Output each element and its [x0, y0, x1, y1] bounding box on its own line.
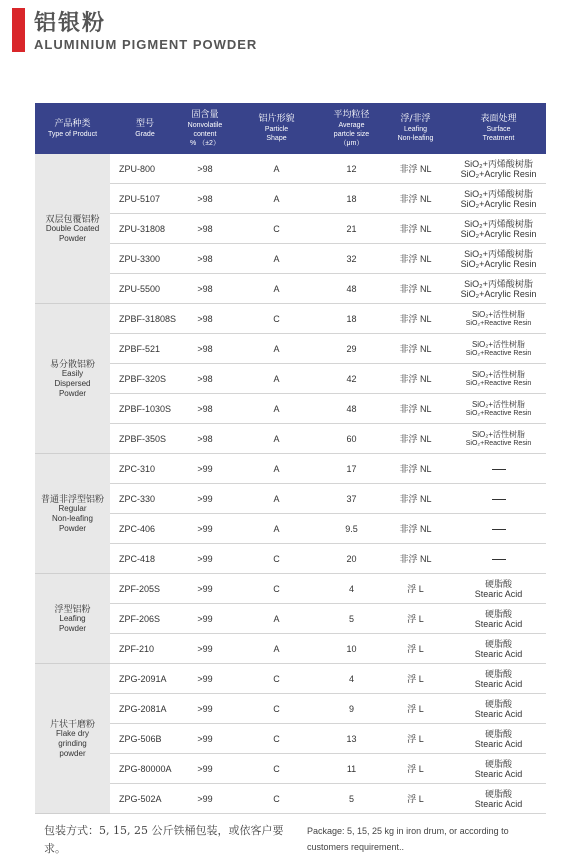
treatment-en: Stearic Acid — [474, 588, 523, 599]
treatment-cn: SiO₂+活性树脂 — [471, 429, 526, 439]
size-cell: 20 — [323, 544, 380, 574]
grade-cell: ZPC-406 — [110, 514, 180, 544]
table-row — [35, 604, 546, 634]
leafing-cell: 非浮 NL — [380, 214, 451, 244]
treatment-cell — [451, 784, 546, 814]
grade-cell: ZPU-5107 — [110, 184, 180, 214]
treatment-en: SiO₂+Acrylic Resin — [460, 288, 537, 299]
column-header-cn: 固含量 — [191, 109, 219, 120]
treatment-cn: SiO₂+丙烯酸树脂 — [464, 218, 533, 229]
content-cell: >99 — [180, 694, 230, 724]
leafing-cell: 非浮 NL — [380, 364, 451, 394]
shape-cell: A — [230, 514, 323, 544]
treatment-cell — [451, 574, 546, 604]
treatment-en: Stearic Acid — [474, 618, 523, 629]
shape-cell: C — [230, 784, 323, 814]
treatment-en: SiO₂+Acrylic Resin — [460, 198, 537, 209]
treatment-en: Stearic Acid — [474, 738, 523, 749]
size-cell: 42 — [323, 364, 380, 394]
size-cell: 9 — [323, 694, 380, 724]
treatment-cn: 硬脂酸 — [484, 698, 512, 709]
column-header — [230, 103, 323, 154]
table-row — [35, 364, 546, 394]
leafing-cell: 非浮 NL — [380, 514, 451, 544]
content-cell: >98 — [180, 184, 230, 214]
leafing-cell: 浮 L — [380, 694, 451, 724]
content-cell: >99 — [180, 544, 230, 574]
column-header-en: Type of Product — [47, 130, 98, 138]
treatment-cell — [451, 514, 546, 544]
treatment-en: SiO₂+Reactive Resin — [465, 439, 532, 447]
leafing-cell: 浮 L — [380, 724, 451, 754]
size-cell: 10 — [323, 634, 380, 664]
leafing-cell: 非浮 NL — [380, 454, 451, 484]
none-dash — [492, 529, 506, 530]
treatment-en: SiO₂+Reactive Resin — [465, 349, 532, 357]
product-type-cn: 易分散铝粉 — [49, 358, 95, 369]
treatment-cn: 硬脂酸 — [484, 758, 512, 769]
table-body — [35, 154, 546, 814]
treatment-cn: SiO₂+丙烯酸树脂 — [464, 248, 533, 259]
treatment-en: SiO₂+Reactive Resin — [465, 409, 532, 417]
content-cell: >99 — [180, 724, 230, 754]
shape-cell: A — [230, 334, 323, 364]
leafing-cell: 浮 L — [380, 604, 451, 634]
column-header — [451, 103, 546, 154]
shape-cell: C — [230, 544, 323, 574]
column-header-cn: 浮/非浮 — [400, 114, 431, 124]
product-type-en: Powder — [58, 388, 87, 398]
grade-cell: ZPU-31808 — [110, 214, 180, 244]
shape-cell: A — [230, 454, 323, 484]
size-cell: 32 — [323, 244, 380, 274]
leafing-cell: 非浮 NL — [380, 334, 451, 364]
grade-cell: ZPG-2091A — [110, 664, 180, 694]
shape-cell: A — [230, 244, 323, 274]
shape-cell: C — [230, 754, 323, 784]
table-row — [35, 304, 546, 334]
column-header-cn: 产品种类 — [54, 118, 91, 129]
shape-cell: C — [230, 214, 323, 244]
content-cell: >99 — [180, 574, 230, 604]
size-cell: 9.5 — [323, 514, 380, 544]
grade-cell: ZPBF-1030S — [110, 394, 180, 424]
product-type-cell — [35, 574, 110, 664]
product-type-en: Dispersed — [54, 378, 91, 388]
column-header-cn: 平均粒径 — [333, 109, 370, 120]
content-cell: >99 — [180, 454, 230, 484]
size-cell: 60 — [323, 424, 380, 454]
size-cell: 29 — [323, 334, 380, 364]
treatment-cell — [451, 454, 546, 484]
table-row — [35, 334, 546, 364]
table-row — [35, 694, 546, 724]
product-type-en: Leafing — [59, 613, 86, 623]
treatment-cell — [451, 694, 546, 724]
treatment-cell — [451, 214, 546, 244]
content-cell: >99 — [180, 784, 230, 814]
size-cell: 18 — [323, 304, 380, 334]
grade-cell: ZPBF-320S — [110, 364, 180, 394]
shape-cell: A — [230, 424, 323, 454]
package-note-cn: 包装方式：5, 15, 25 公斤铁桶包装，或依客户要求。 — [44, 824, 284, 855]
table-row — [35, 484, 546, 514]
column-header-en: Average — [338, 121, 365, 129]
product-type-cell — [35, 154, 110, 304]
table-row — [35, 574, 546, 604]
shape-cell: A — [230, 604, 323, 634]
size-cell: 4 — [323, 574, 380, 604]
column-header-en: Non-leafing — [397, 135, 434, 142]
treatment-cell — [451, 394, 546, 424]
shape-cell: A — [230, 484, 323, 514]
column-header-en: content — [193, 130, 217, 138]
leafing-cell: 非浮 NL — [380, 544, 451, 574]
content-cell: >99 — [180, 634, 230, 664]
treatment-cn: SiO₂+活性树脂 — [471, 309, 526, 319]
grade-cell: ZPG-502A — [110, 784, 180, 814]
none-dash — [492, 469, 506, 470]
column-header-en: Nonvolatile — [187, 121, 223, 129]
column-header — [380, 103, 451, 154]
table-row — [35, 154, 546, 184]
product-type-cn: 双层包覆铝粉 — [45, 213, 100, 224]
column-header-en: Particle — [264, 126, 289, 133]
table-row — [35, 394, 546, 424]
content-cell: >98 — [180, 334, 230, 364]
size-cell: 4 — [323, 664, 380, 694]
treatment-cell — [451, 754, 546, 784]
column-header-en: Leafing — [404, 126, 427, 133]
content-cell: >99 — [180, 664, 230, 694]
column-header-en: partcle size — [333, 130, 370, 138]
grade-cell: ZPBF-521 — [110, 334, 180, 364]
grade-cell: ZPG-2081A — [110, 694, 180, 724]
treatment-cn: SiO₂+丙烯酸树脂 — [464, 188, 533, 199]
column-header-en: % （±2） — [190, 139, 220, 147]
table-row — [35, 724, 546, 754]
table-row — [35, 274, 546, 304]
treatment-en: Stearic Acid — [474, 708, 523, 719]
content-cell: >98 — [180, 154, 230, 184]
product-type-cell — [35, 664, 110, 814]
treatment-en: SiO₂+Acrylic Resin — [460, 228, 537, 239]
treatment-cn: 硬脂酸 — [484, 788, 512, 799]
column-header-cn: 铝片形貌 — [258, 114, 295, 124]
table-row — [35, 664, 546, 694]
product-type-cn: 片状干磨粉 — [49, 718, 95, 729]
size-cell: 18 — [323, 184, 380, 214]
product-type-en: Powder — [58, 233, 87, 243]
content-cell: >99 — [180, 484, 230, 514]
grade-cell: ZPG-80000A — [110, 754, 180, 784]
treatment-en: Stearic Acid — [474, 648, 523, 659]
grade-cell: ZPU-3300 — [110, 244, 180, 274]
table-row — [35, 244, 546, 274]
treatment-cn: SiO₂+活性树脂 — [471, 399, 526, 409]
leafing-cell: 浮 L — [380, 664, 451, 694]
content-cell: >98 — [180, 274, 230, 304]
shape-cell: C — [230, 694, 323, 724]
column-header — [180, 103, 230, 154]
grade-cell: ZPC-418 — [110, 544, 180, 574]
content-cell: >99 — [180, 754, 230, 784]
product-type-en: Easily — [61, 368, 84, 378]
treatment-cn: 硬脂酸 — [484, 578, 512, 589]
column-header-en: （μm） — [339, 139, 364, 147]
shape-cell: A — [230, 184, 323, 214]
table-row — [35, 454, 546, 484]
treatment-cn: 硬脂酸 — [484, 638, 512, 649]
treatment-cell — [451, 304, 546, 334]
treatment-cell — [451, 664, 546, 694]
size-cell: 12 — [323, 154, 380, 184]
grade-cell: ZPF-206S — [110, 604, 180, 634]
page-title: 铝银粉 — [34, 11, 107, 36]
grade-cell: ZPC-310 — [110, 454, 180, 484]
treatment-cell — [451, 244, 546, 274]
content-cell: >98 — [180, 304, 230, 334]
treatment-en: Stearic Acid — [474, 798, 523, 809]
treatment-en: SiO₂+Reactive Resin — [465, 319, 532, 327]
treatment-cell — [451, 634, 546, 664]
treatment-cell — [451, 724, 546, 754]
product-type-en: grinding — [58, 738, 87, 748]
grade-cell: ZPBF-31808S — [110, 304, 180, 334]
treatment-en: Stearic Acid — [474, 768, 523, 779]
leafing-cell: 浮 L — [380, 754, 451, 784]
size-cell: 13 — [323, 724, 380, 754]
treatment-cn: SiO₂+活性树脂 — [471, 369, 526, 379]
shape-cell: A — [230, 634, 323, 664]
product-type-cn: 普通非浮型铝粉 — [40, 493, 104, 504]
shape-cell: C — [230, 724, 323, 754]
grade-cell: ZPF-210 — [110, 634, 180, 664]
column-header — [35, 103, 110, 154]
table-row — [35, 784, 546, 814]
treatment-cn: 硬脂酸 — [484, 608, 512, 619]
treatment-cell — [451, 184, 546, 214]
treatment-cell — [451, 424, 546, 454]
leafing-cell: 非浮 NL — [380, 244, 451, 274]
product-table — [35, 103, 546, 814]
shape-cell: C — [230, 304, 323, 334]
treatment-en: SiO₂+Acrylic Resin — [460, 168, 537, 179]
package-note-en: Package: 5, 15, 25 kg in iron drum, or according to customers requirement.. — [307, 826, 509, 852]
none-dash — [492, 559, 506, 560]
shape-cell: C — [230, 664, 323, 694]
size-cell: 37 — [323, 484, 380, 514]
table-row — [35, 214, 546, 244]
table-row — [35, 754, 546, 784]
table-row — [35, 184, 546, 214]
treatment-cell — [451, 484, 546, 514]
treatment-cell — [451, 604, 546, 634]
shape-cell: A — [230, 394, 323, 424]
column-header — [323, 103, 380, 154]
leafing-cell: 浮 L — [380, 574, 451, 604]
product-type-en: Non-leafing — [52, 513, 93, 523]
content-cell: >98 — [180, 394, 230, 424]
content-cell: >98 — [180, 364, 230, 394]
table-row — [35, 544, 546, 574]
leafing-cell: 非浮 NL — [380, 154, 451, 184]
table-row — [35, 634, 546, 664]
product-type-en: powder — [59, 748, 86, 758]
treatment-cell — [451, 154, 546, 184]
treatment-cell — [451, 334, 546, 364]
treatment-cn: SiO₂+丙烯酸树脂 — [464, 158, 533, 169]
leafing-cell: 非浮 NL — [380, 424, 451, 454]
size-cell: 21 — [323, 214, 380, 244]
column-header-en: Treatment — [482, 135, 515, 142]
product-type-cell — [35, 304, 110, 454]
column-header-en: Grade — [135, 130, 155, 138]
content-cell: >98 — [180, 424, 230, 454]
size-cell: 17 — [323, 454, 380, 484]
treatment-cn: 硬脂酸 — [484, 668, 512, 679]
grade-cell: ZPC-330 — [110, 484, 180, 514]
column-header-cn: 型号 — [135, 118, 154, 129]
grade-cell: ZPBF-350S — [110, 424, 180, 454]
none-dash — [492, 499, 506, 500]
leafing-cell: 浮 L — [380, 634, 451, 664]
product-type-cn: 浮型铝粉 — [54, 603, 91, 614]
product-type-en: Powder — [58, 523, 87, 533]
content-cell: >98 — [180, 214, 230, 244]
content-cell: >99 — [180, 604, 230, 634]
product-type-en: Double Coated — [45, 223, 100, 233]
treatment-cn: SiO₂+活性树脂 — [471, 339, 526, 349]
size-cell: 11 — [323, 754, 380, 784]
treatment-cell — [451, 364, 546, 394]
column-header-en: Shape — [266, 135, 287, 142]
shape-cell: A — [230, 154, 323, 184]
grade-cell: ZPU-800 — [110, 154, 180, 184]
product-type-cell — [35, 454, 110, 574]
treatment-cell — [451, 274, 546, 304]
leafing-cell: 非浮 NL — [380, 274, 451, 304]
leafing-cell: 非浮 NL — [380, 394, 451, 424]
title-accent-bar — [12, 8, 25, 52]
grade-cell: ZPG-506B — [110, 724, 180, 754]
leafing-cell: 非浮 NL — [380, 304, 451, 334]
column-header-en: Surface — [486, 126, 511, 133]
grade-cell: ZPF-205S — [110, 574, 180, 604]
leafing-cell: 非浮 NL — [380, 484, 451, 514]
treatment-cn: SiO₂+丙烯酸树脂 — [464, 278, 533, 289]
treatment-en: SiO₂+Acrylic Resin — [460, 258, 537, 269]
shape-cell: A — [230, 364, 323, 394]
grade-cell: ZPU-5500 — [110, 274, 180, 304]
shape-cell: C — [230, 574, 323, 604]
size-cell: 5 — [323, 604, 380, 634]
treatment-en: Stearic Acid — [474, 678, 523, 689]
treatment-en: SiO₂+Reactive Resin — [465, 379, 532, 387]
page-subtitle: ALUMINIUM PIGMENT POWDER — [34, 37, 258, 52]
shape-cell: A — [230, 274, 323, 304]
product-type-en: Regular — [58, 503, 87, 513]
content-cell: >98 — [180, 244, 230, 274]
product-type-en: Flake dry — [56, 728, 89, 738]
table-row — [35, 514, 546, 544]
treatment-cn: 硬脂酸 — [484, 728, 512, 739]
size-cell: 48 — [323, 274, 380, 304]
leafing-cell: 非浮 NL — [380, 184, 451, 214]
table-row — [35, 424, 546, 454]
size-cell: 48 — [323, 394, 380, 424]
column-header — [110, 103, 180, 154]
table-header-row — [35, 103, 546, 154]
product-type-en: Powder — [58, 623, 87, 633]
treatment-cell — [451, 544, 546, 574]
column-header-cn: 表面处理 — [480, 114, 517, 124]
size-cell: 5 — [323, 784, 380, 814]
leafing-cell: 浮 L — [380, 784, 451, 814]
content-cell: >99 — [180, 514, 230, 544]
